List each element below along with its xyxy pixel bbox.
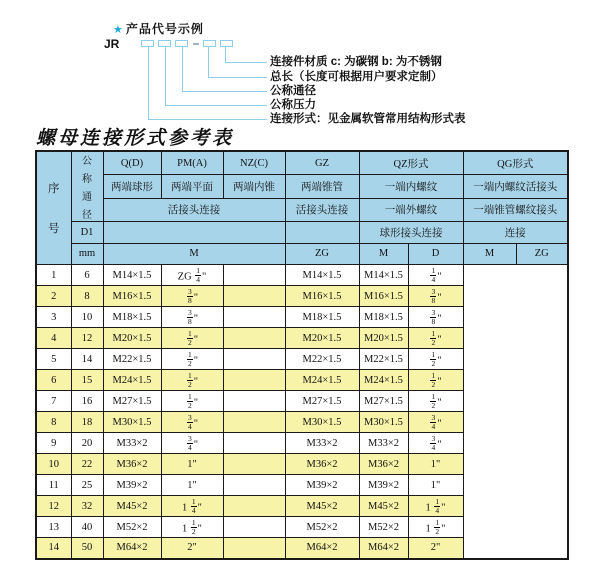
- cell-seq: 13: [36, 517, 71, 538]
- cell-qg_zg: $\frac{1}{2}$ ": [408, 370, 463, 391]
- cell-qg_m: M39×2: [359, 475, 408, 496]
- cell-qz_d: M16×1.5: [285, 286, 359, 307]
- header-type-pma: PM(A): [161, 151, 223, 175]
- cell-dn_mm: 50: [71, 538, 103, 559]
- table-row: [36, 286, 568, 307]
- connector-line: [148, 119, 267, 120]
- header-qg-zg: ZG: [516, 243, 568, 265]
- cell-qg_m: M36×2: [359, 454, 408, 475]
- cell-dn_mm: 16: [71, 391, 103, 412]
- header-desc-nzc: 两端内锥: [223, 175, 285, 199]
- cell-qg_m: M30×1.5: [359, 412, 408, 433]
- cell-qz_m: [223, 412, 285, 433]
- cell-qz_m: [223, 370, 285, 391]
- cell-qz_m: [223, 328, 285, 349]
- cell-m: M36×2: [103, 454, 161, 475]
- cell-qg_m: M24×1.5: [359, 370, 408, 391]
- cell-qz_d: M27×1.5: [285, 391, 359, 412]
- header-conn-union: 活接头连接: [103, 198, 285, 222]
- cell-gz_zg: 1 $\frac{1}{2}$ ": [161, 517, 223, 538]
- cell-seq: 4: [36, 328, 71, 349]
- cell-m: M27×1.5: [103, 391, 161, 412]
- table-row: [36, 307, 568, 328]
- connector-line: [182, 91, 267, 92]
- header-type-qg: QG形式: [463, 151, 568, 175]
- header-seq: 序 号: [36, 151, 71, 265]
- cell-qg_m: M14×1.5: [359, 265, 408, 286]
- cell-m: M30×1.5: [103, 412, 161, 433]
- cell-m: M45×2: [103, 496, 161, 517]
- cell-qg_zg: 1": [408, 454, 463, 475]
- connector-line: [208, 47, 209, 77]
- cell-qz_d: M14×1.5: [285, 265, 359, 286]
- cell-qz_d: M52×2: [285, 517, 359, 538]
- cell-m: M22×1.5: [103, 349, 161, 370]
- header-desc-qg: 一端内螺纹活接头: [463, 175, 568, 199]
- cell-qz_m: [223, 433, 285, 454]
- cell-dn_mm: 22: [71, 454, 103, 475]
- table-row: [36, 433, 568, 454]
- table-header: [36, 151, 568, 265]
- cell-gz_zg: $\frac{1}{2}$ ": [161, 349, 223, 370]
- cell-gz_zg: $\frac{3}{8}$ ": [161, 307, 223, 328]
- cell-seq: 3: [36, 307, 71, 328]
- header-conn-qz: 一端外螺纹: [359, 198, 463, 222]
- cell-qg_m: M64×2: [359, 538, 408, 559]
- cell-dn_mm: 40: [71, 517, 103, 538]
- header-desc-pma: 两端平面: [161, 175, 223, 199]
- header-conn-qg: 一端锥管螺纹接头: [463, 198, 568, 222]
- table-title: 螺母连接形式参考表: [36, 127, 235, 149]
- code-box: [220, 40, 233, 47]
- cell-seq: 9: [36, 433, 71, 454]
- table-row: [36, 412, 568, 433]
- table-body: [36, 265, 568, 559]
- cell-seq: 6: [36, 370, 71, 391]
- cell-gz_zg: ZG $\frac{1}{4}$ ": [161, 265, 223, 286]
- cell-qz_d: M22×1.5: [285, 349, 359, 370]
- cell-qg_zg: $\frac{3}{4}$ ": [408, 412, 463, 433]
- cell-m: M20×1.5: [103, 328, 161, 349]
- header-conn: 连接: [463, 222, 568, 244]
- table-row: [36, 475, 568, 496]
- cell-qz_d: M64×2: [285, 538, 359, 559]
- connector-line: [165, 47, 166, 105]
- product-code-heading-text: 产品代号示例: [125, 22, 204, 36]
- table-row: [36, 517, 568, 538]
- cell-qz_d: M20×1.5: [285, 328, 359, 349]
- header-desc-gz: 两端锥管: [285, 175, 359, 199]
- table-row: [36, 370, 568, 391]
- connector-line: [225, 47, 226, 62]
- cell-seq: 10: [36, 454, 71, 475]
- connector-line: [148, 47, 149, 119]
- table-row: [36, 328, 568, 349]
- header-desc-qz: 一端内螺纹: [359, 175, 463, 199]
- table-row: [36, 391, 568, 412]
- cell-qz_d: M18×1.5: [285, 307, 359, 328]
- cell-m: M24×1.5: [103, 370, 161, 391]
- cell-gz_zg: $\frac{3}{4}$ ": [161, 412, 223, 433]
- cell-qg_zg: $\frac{1}{4}$ ": [408, 265, 463, 286]
- cell-qz_m: [223, 391, 285, 412]
- code-prefix: JR: [104, 37, 120, 51]
- cell-qz_d: M33×2: [285, 433, 359, 454]
- cell-dn_mm: 8: [71, 286, 103, 307]
- cell-qg_zg: $\frac{3}{8}$ ": [408, 286, 463, 307]
- cell-qz_d: M39×2: [285, 475, 359, 496]
- product-code-heading: [113, 20, 204, 37]
- cell-dn_mm: 18: [71, 412, 103, 433]
- cell-qg_m: M27×1.5: [359, 391, 408, 412]
- cell-seq: 1: [36, 265, 71, 286]
- header-ball-conn: 球形接头连接: [359, 222, 463, 244]
- header-qg-m: M: [463, 243, 516, 265]
- cell-qg_zg: $\frac{3}{4}$ ": [408, 433, 463, 454]
- cell-dn_mm: 14: [71, 349, 103, 370]
- cell-qz_m: [223, 538, 285, 559]
- code-label-length: 总长（长度可根据用户要求定制）: [270, 71, 443, 83]
- cell-dn_mm: 25: [71, 475, 103, 496]
- cell-gz_zg: $\frac{3}{4}$ ": [161, 433, 223, 454]
- connector-line: [165, 105, 267, 106]
- cell-seq: 8: [36, 412, 71, 433]
- cell-m: M14×1.5: [103, 265, 161, 286]
- cell-gz_zg: 1": [161, 454, 223, 475]
- cell-qg_zg: 2": [408, 538, 463, 559]
- header-qz-m: M: [359, 243, 408, 265]
- cell-gz_zg: 1 $\frac{1}{4}$ ": [161, 496, 223, 517]
- cell-dn_mm: 15: [71, 370, 103, 391]
- cell-gz_zg: $\frac{1}{2}$ ": [161, 370, 223, 391]
- cell-m: M18×1.5: [103, 307, 161, 328]
- cell-seq: 5: [36, 349, 71, 370]
- connector-line: [182, 47, 183, 91]
- code-label-diameter: 公称通径: [270, 85, 316, 97]
- connector-line: [225, 62, 267, 63]
- cell-dn_mm: 20: [71, 433, 103, 454]
- cell-qg_m: M22×1.5: [359, 349, 408, 370]
- code-separator: [193, 43, 199, 45]
- cell-gz_zg: $\frac{1}{2}$ ": [161, 328, 223, 349]
- cell-qz_m: [223, 454, 285, 475]
- code-label-pressure: 公称压力: [270, 99, 316, 111]
- cell-qg_zg: $\frac{1}{2}$ ": [408, 349, 463, 370]
- cell-seq: 2: [36, 286, 71, 307]
- cell-seq: 11: [36, 475, 71, 496]
- header-d1: D1: [71, 222, 103, 244]
- cell-gz_zg: 1": [161, 475, 223, 496]
- cell-qg_m: M33×2: [359, 433, 408, 454]
- cell-qg_zg: 1 $\frac{1}{2}$ ": [408, 517, 463, 538]
- cell-qg_zg: 1": [408, 475, 463, 496]
- cell-qz_d: M45×2: [285, 496, 359, 517]
- cell-dn_mm: 10: [71, 307, 103, 328]
- cell-qg_m: M18×1.5: [359, 307, 408, 328]
- header-thread-zg: ZG: [285, 243, 359, 265]
- header-type-gz: GZ: [285, 151, 359, 175]
- cell-qg_zg: $\frac{1}{2}$ ": [408, 391, 463, 412]
- code-box: [175, 40, 188, 47]
- cell-qz_m: [223, 475, 285, 496]
- table-row: [36, 538, 568, 559]
- cell-qz_m: [223, 349, 285, 370]
- header-qz-d: D: [408, 243, 463, 265]
- cell-qg_m: M52×2: [359, 517, 408, 538]
- code-box: [158, 40, 171, 47]
- cell-seq: 12: [36, 496, 71, 517]
- cell-qg_zg: 1 $\frac{1}{4}$ ": [408, 496, 463, 517]
- cell-gz_zg: $\frac{3}{8}$ ": [161, 286, 223, 307]
- cell-qz_m: [223, 286, 285, 307]
- connector-line: [208, 77, 267, 78]
- table-row: [36, 265, 568, 286]
- cell-qz_m: [223, 496, 285, 517]
- header-type-qd: Q(D): [103, 151, 161, 175]
- code-label-material: 连接件材质 c: 为碳钢 b: 为不锈钢: [270, 56, 442, 68]
- cell-qg_zg: $\frac{1}{2}$ ": [408, 328, 463, 349]
- cell-dn_mm: 32: [71, 496, 103, 517]
- code-box: [141, 40, 154, 47]
- header-dn: 公 称 通 径: [71, 151, 103, 222]
- cell-qz_d: M36×2: [285, 454, 359, 475]
- header-unit-mm: mm: [71, 243, 103, 265]
- cell-gz_zg: $\frac{1}{2}$ ": [161, 391, 223, 412]
- cell-qg_zg: $\frac{3}{8}$ ": [408, 307, 463, 328]
- table-row: [36, 496, 568, 517]
- code-label-conn-form: 连接形式：见金属软管常用结构形式表: [270, 113, 466, 125]
- table-row: [36, 454, 568, 475]
- code-box: [203, 40, 216, 47]
- nut-connection-table: [35, 150, 569, 560]
- cell-qg_m: M45×2: [359, 496, 408, 517]
- star-icon: ★: [113, 24, 124, 36]
- table-row: [36, 349, 568, 370]
- cell-m: M64×2: [103, 538, 161, 559]
- cell-seq: 14: [36, 538, 71, 559]
- cell-qz_m: [223, 265, 285, 286]
- cell-qz_d: M30×1.5: [285, 412, 359, 433]
- cell-qz_m: [223, 517, 285, 538]
- header-empty: [103, 222, 285, 244]
- header-type-qz: QZ形式: [359, 151, 463, 175]
- cell-qz_d: M24×1.5: [285, 370, 359, 391]
- header-empty: [285, 222, 359, 244]
- cell-m: M39×2: [103, 475, 161, 496]
- cell-m: M52×2: [103, 517, 161, 538]
- cell-qg_m: M16×1.5: [359, 286, 408, 307]
- cell-m: M16×1.5: [103, 286, 161, 307]
- header-type-nzc: NZ(C): [223, 151, 285, 175]
- cell-dn_mm: 6: [71, 265, 103, 286]
- cell-gz_zg: 2": [161, 538, 223, 559]
- cell-qz_m: [223, 307, 285, 328]
- cell-m: M33×2: [103, 433, 161, 454]
- cell-dn_mm: 12: [71, 328, 103, 349]
- header-conn-gz: 活接头连接: [285, 198, 359, 222]
- code-boxes: [141, 40, 237, 47]
- cell-seq: 7: [36, 391, 71, 412]
- header-thread-m: M: [103, 243, 285, 265]
- cell-qg_m: M20×1.5: [359, 328, 408, 349]
- header-desc-qd: 两端球形: [103, 175, 161, 199]
